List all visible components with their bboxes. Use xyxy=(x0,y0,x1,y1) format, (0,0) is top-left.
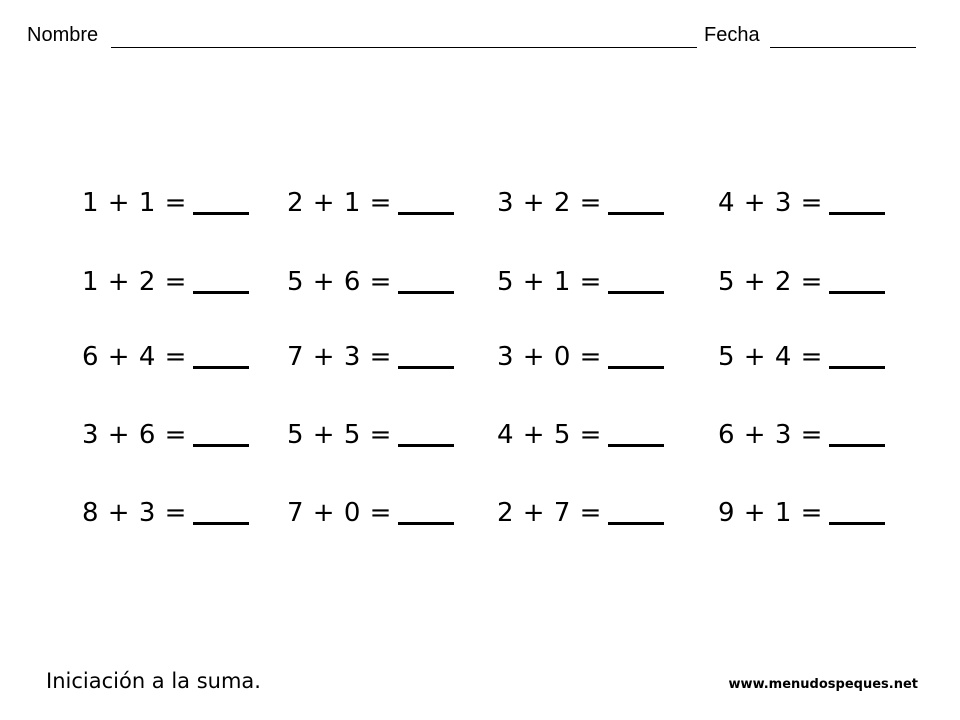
equation-text: 2 + 1 = xyxy=(287,188,392,218)
answer-blank[interactable] xyxy=(398,422,454,447)
date-label: Fecha xyxy=(704,24,760,46)
equation-text: 3 + 0 = xyxy=(497,342,602,372)
equation-text: 4 + 3 = xyxy=(718,188,823,218)
equation-text: 3 + 2 = xyxy=(497,188,602,218)
equation-text: 5 + 1 = xyxy=(497,267,602,297)
equation-text: 3 + 6 = xyxy=(82,420,187,450)
answer-blank[interactable] xyxy=(193,422,249,447)
addition-problem xyxy=(287,496,454,530)
equation-text: 1 + 1 = xyxy=(82,188,187,218)
addition-problem xyxy=(718,186,885,220)
equation-text: 4 + 5 = xyxy=(497,420,602,450)
answer-blank[interactable] xyxy=(193,500,249,525)
equation-text: 1 + 2 = xyxy=(82,267,187,297)
answer-blank[interactable] xyxy=(829,500,885,525)
answer-blank[interactable] xyxy=(398,190,454,215)
equation-text: 8 + 3 = xyxy=(82,498,187,528)
equation-text: 5 + 5 = xyxy=(287,420,392,450)
answer-blank[interactable] xyxy=(829,422,885,447)
answer-blank[interactable] xyxy=(829,344,885,369)
addition-problem xyxy=(497,340,664,374)
addition-problem xyxy=(287,418,454,452)
addition-problem xyxy=(287,265,454,299)
addition-problem xyxy=(82,418,249,452)
equation-text: 6 + 4 = xyxy=(82,342,187,372)
answer-blank[interactable] xyxy=(608,422,664,447)
addition-problem xyxy=(82,265,249,299)
equation-text: 7 + 3 = xyxy=(287,342,392,372)
worksheet-caption: Iniciación a la suma. xyxy=(46,669,261,693)
addition-problem xyxy=(82,340,249,374)
answer-blank[interactable] xyxy=(829,269,885,294)
answer-blank[interactable] xyxy=(608,344,664,369)
website-credit: www.menudospeques.net xyxy=(728,677,918,692)
addition-problem xyxy=(497,418,664,452)
addition-problem xyxy=(497,265,664,299)
equation-text: 7 + 0 = xyxy=(287,498,392,528)
answer-blank[interactable] xyxy=(193,269,249,294)
answer-blank[interactable] xyxy=(193,344,249,369)
equation-text: 9 + 1 = xyxy=(718,498,823,528)
answer-blank[interactable] xyxy=(398,269,454,294)
equation-text: 5 + 2 = xyxy=(718,267,823,297)
answer-blank[interactable] xyxy=(398,344,454,369)
name-label: Nombre xyxy=(27,24,99,46)
answer-blank[interactable] xyxy=(608,269,664,294)
addition-problem xyxy=(287,186,454,220)
answer-blank[interactable] xyxy=(398,500,454,525)
answer-blank[interactable] xyxy=(829,190,885,215)
addition-problem xyxy=(82,496,249,530)
addition-problem xyxy=(718,418,885,452)
addition-problem xyxy=(718,340,885,374)
addition-problem xyxy=(497,496,664,530)
equation-text: 5 + 6 = xyxy=(287,267,392,297)
addition-problem xyxy=(287,340,454,374)
addition-problem xyxy=(718,265,885,299)
equation-text: 6 + 3 = xyxy=(718,420,823,450)
answer-blank[interactable] xyxy=(193,190,249,215)
addition-problem xyxy=(497,186,664,220)
answer-blank[interactable] xyxy=(608,190,664,215)
addition-problem xyxy=(82,186,249,220)
equation-text: 5 + 4 = xyxy=(718,342,823,372)
answer-blank[interactable] xyxy=(608,500,664,525)
addition-problem xyxy=(718,496,885,530)
equation-text: 2 + 7 = xyxy=(497,498,602,528)
